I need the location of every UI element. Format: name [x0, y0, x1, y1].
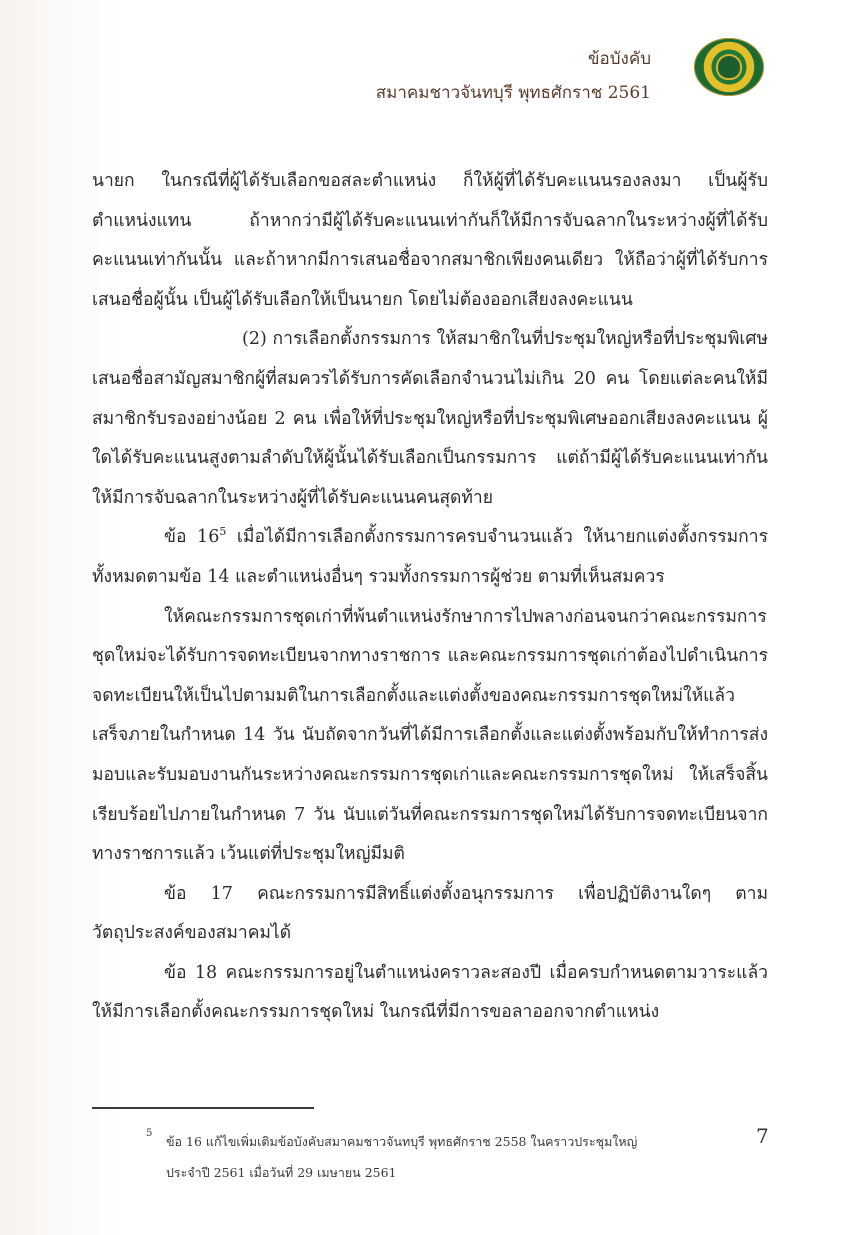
paragraph-article-18: ข้อ 18 คณะกรรมการอยู่ในตำแหน่งคราวละสองปี เมื่อครบกำหนดตามวาระแล้ว ให้มีการเลือกตั้งคณะกรรมการชุดใหม่ ในกรณีที่มีการขอลาออกจากตำแหน่ง: [92, 962, 768, 1023]
paragraph-article-17: ข้อ 17 คณะกรรมการมีสิทธิ์แต่งตั้งอนุกรรมการ เพื่อปฏิบัติงานใดๆ ตามวัตถุประสงค์ของสมาคมได้: [92, 883, 768, 944]
association-logo: [694, 38, 764, 96]
footnote-line-2: ประจำปี 2561 เมื่อวันที่ 29 เมษายน 2561: [166, 1165, 397, 1180]
page-number: 7: [756, 1124, 769, 1148]
paragraph-continuation: นายก ในกรณีที่ผู้ได้รับเลือกขอสละตำแหน่ง ก็ให้ผู้ที่ได้รับคะแนนรองลงมา เป็นผู้รับตำแหน่งแทน ถ้าหากว่ามีผู้ได้รับคะแนนเท่ากันก็ให้มีการจับฉลากในระหว่างผู้ที่ได้รับคะแนนเท่ากันนั้น และถ้าหากมีการเสนอชื่อจากสมาชิกเพียงคนเดียว ให้ถือว่าผู้ที่ได้รับการเสนอชื่อผู้นั้น เป็นผู้ได้รับเลือกให้เป็นนายก โดยไม่ต้องออกเสียงลงคะแนน: [92, 171, 768, 310]
header-title: ข้อบังคับ: [587, 49, 651, 69]
footnote-mark: 5: [146, 1128, 153, 1139]
paragraph-article-16: [92, 518, 768, 597]
header-subtitle: สมาคมชาวจันทบุรี พุทธศักราช 2561: [375, 83, 651, 103]
logo-shield-icon: [716, 54, 742, 80]
footnote: [148, 1126, 708, 1188]
body-text: [92, 162, 768, 1033]
footnote-divider: [92, 1107, 314, 1109]
paragraph-election-committee: (2) การเลือกตั้งกรรมการ ให้สมาชิกในที่ประชุมใหญ่หรือที่ประชุมพิเศษเสนอชื่อสามัญสมาชิกผู้ที่สมควรได้รับการคัดเลือกจำนวนไม่เกิน 20 คน โดยแต่ละคนให้มีสมาชิกรับรองอย่างน้อย 2 คน เพื่อให้ที่ประชุมใหญ่หรือที่ประชุมพิเศษออกเสียงลงคะแนน ผู้ใดได้รับคะแนนสูงตามลำดับให้ผู้นั้นได้รับเลือกเป็นกรรมการ แต่ถ้ามีผู้ได้รับคะแนนเท่ากัน ให้มีการจับฉลากในระหว่างผู้ที่ได้รับคะแนนคนสุดท้าย: [92, 329, 768, 508]
footnote-line-1: ข้อ 16 แก้ไขเพิ่มเติมข้อบังคับสมาคมชาวจันทบุรี พุทธศักราช 2558 ในคราวประชุมใหญ่: [166, 1134, 638, 1149]
article-16-text: เมื่อได้มีการเลือกตั้งกรรมการครบจำนวนแล้ว ให้นายกแต่งตั้งกรรมการทั้งหมดตามข้อ 14 และตำแหน่งอื่นๆ รวมทั้งกรรมการผู้ช่วย ตามที่เห็นสมควร: [92, 527, 768, 587]
article-16-label: ข้อ 16: [164, 527, 220, 548]
paragraph-caretaker-committee: ให้คณะกรรมการชุดเก่าที่พ้นตำแหน่งรักษาการไปพลางก่อนจนกว่าคณะกรรมการชุดใหม่จะได้รับการจดทะเบียนจากทางราชการ และคณะกรรมการชุดเก่าต้องไปดำเนินการจดทะเบียนให้เป็นไปตามมติในการเลือกตั้งและแต่งตั้งของคณะกรรมการชุดใหม่ให้แล้วเสร็จภายในกำหนด 14 วัน นับถัดจากวันที่ได้มีการเลือกตั้งและแต่งตั้งพร้อมกับให้ทำการส่งมอบและรับมอบงานกันระหว่างคณะกรรมการชุดเก่าและคณะกรรมการชุดใหม่ ให้เสร็จสิ้นเรียบร้อยไปภายในกำหนด 7 วัน นับแต่วันที่คณะกรรมการชุดใหม่ได้รับการจดทะเบียนจากทางราชการแล้ว เว้นแต่ที่ประชุมใหญ่มีมติ: [92, 606, 768, 865]
running-header: [376, 42, 651, 110]
footnote-reference: 5: [219, 525, 227, 539]
